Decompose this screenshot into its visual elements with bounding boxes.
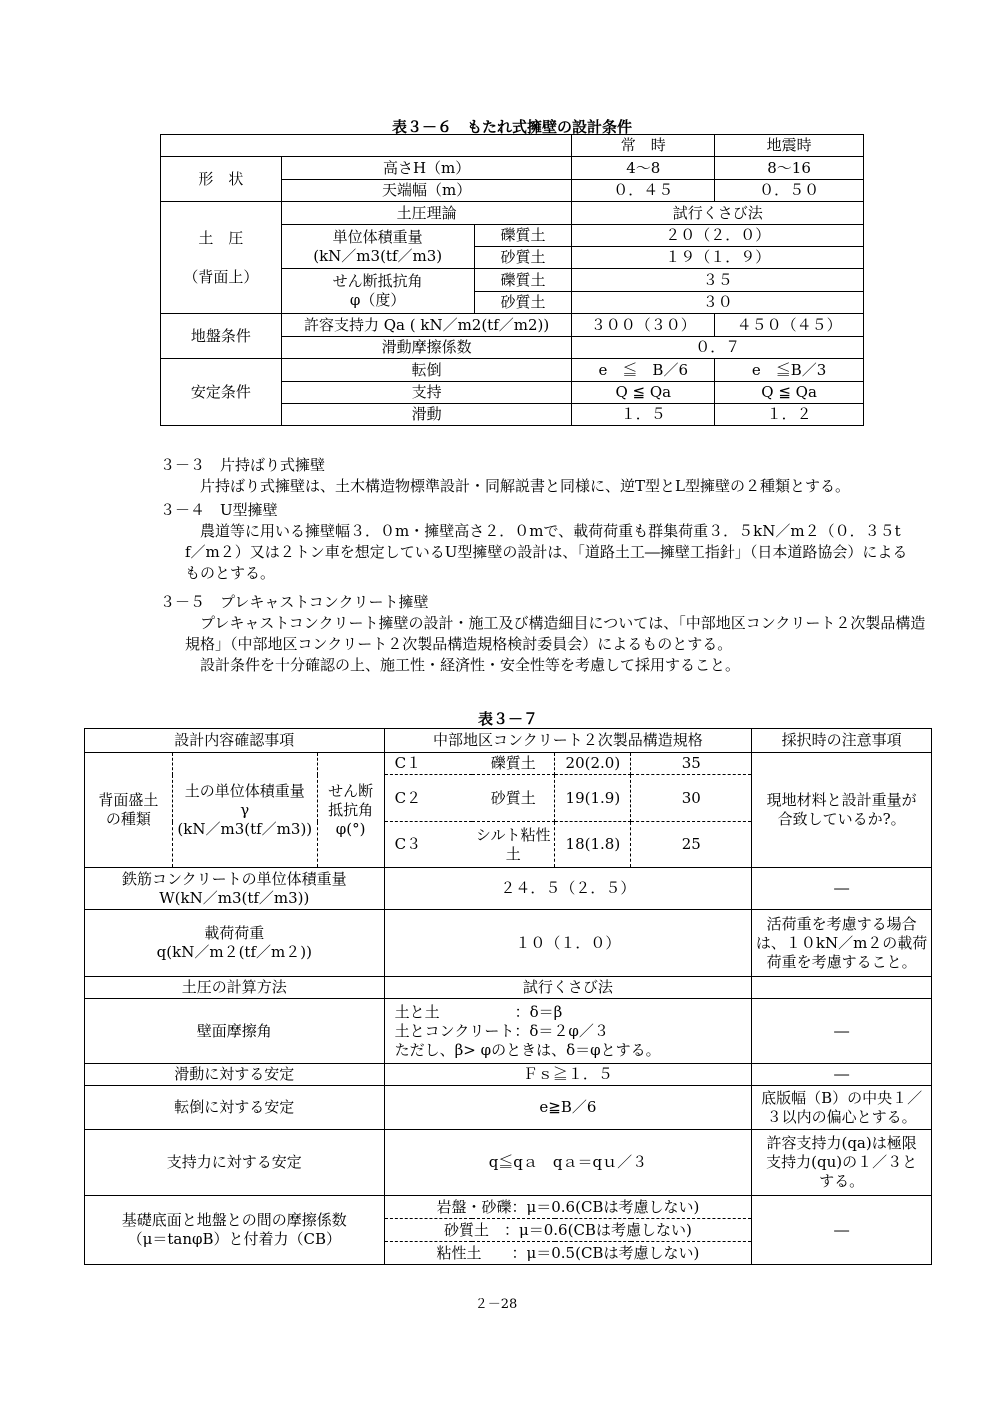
sliding-note: ― [752,1064,932,1086]
c1-weight: 20(2.0) [555,753,631,775]
group-ground: 地盤条件 [161,314,282,359]
unit-weight-label-2: (kN／m3(tf／m3) [313,246,443,265]
wall-friction-line-3: ただし、β> φのときは、δ＝φとする。 [394,1040,661,1059]
earth-method-label: 土圧の計算方法 [85,977,385,999]
slide-label: 滑動 [281,404,572,426]
load-note-3: 荷重を考慮すること。 [766,952,917,971]
earth-pressure-label: 土 圧 [198,228,244,247]
rc-weight-label [85,868,385,910]
support-normal: Q ≦ Qa [572,382,715,404]
bearing-note-2: 支持力(qu)の１／３と [766,1153,918,1171]
soil-unit-weight-2: γ [240,800,250,819]
shear-angle-label-2: φ（度） [349,291,406,309]
c3-weight: 18(1.8) [555,822,631,868]
section-3-5 [160,592,930,676]
page-number: ２－28 [474,1297,518,1312]
s34-line-2: f／m２）又は２トン車を想定しているU型擁壁の設計は、「道路土工―擁壁工指針」（日本道路協会）による [185,543,908,561]
c3-soil-1: シルト粘性 [475,825,551,844]
wall-friction-value [384,999,752,1064]
header-items: 設計内容確認事項 [85,729,385,753]
bearing-label: 支持力に対する安定 [85,1130,385,1196]
header-notes: 採択時の注意事項 [752,729,932,753]
sand-label-2: 砂質土 [474,292,572,314]
table2-caption: 表３－７ [477,710,538,728]
bearing-note [752,1130,932,1196]
overturn-label: 転倒 [281,359,572,382]
support-label: 支持 [281,382,572,404]
c1-code: C１ [384,753,472,775]
earth-method-note [752,977,932,999]
load-label-2: q(kN／m２(tf／m２)) [156,943,312,961]
s34-heading: ３－４ U型擁壁 [160,501,278,519]
load-note-2: は、１０kN／m２の載荷 [755,933,928,952]
sand-angle: ３０ [572,292,864,314]
rc-weight-label-2: W(kN／m3(tf／m3)) [159,888,310,907]
backfill-type [85,753,173,868]
rc-weight-note: ― [752,868,932,910]
friction-label: 滑動摩擦係数 [281,337,572,359]
unit-weight-label [281,225,474,269]
crest-normal: ０．４５ [572,180,715,202]
s35-heading: ３－５ プレキャストコンクリート擁壁 [160,593,429,611]
backfill-type-1: 背面盛土 [98,791,159,809]
theory-label: 土圧理論 [281,202,572,225]
s33-paragraph: 片持ばり式擁壁は、土木構造物標準設計・同解説書と同様に、逆T型とL型擁壁の２種類とする。 [200,477,850,495]
bearing-value: q≦qａ qａ＝qｕ／３ [384,1130,752,1196]
c1-soil: 礫質土 [472,753,555,775]
load-note [752,910,932,977]
overturn-quake: e ≦B／3 [715,359,864,382]
overturn-note [752,1086,932,1130]
height-quake: 8～16 [715,157,864,180]
sand-weight: １９（１．９） [572,247,864,269]
rc-weight-value: ２４．５（２．５） [384,868,752,910]
friction-value: ０．７ [572,337,864,359]
bearing-quake: ４５０（４５） [715,314,864,337]
overturn-note-1: 底版幅（B）の中央１／ [761,1088,923,1107]
group-stability: 安定条件 [161,359,282,426]
gravel-weight: ２０（２．０） [572,225,864,247]
wall-friction-line-1: 土と土 ：δ＝β [394,1002,563,1021]
soil-unit-weight-3: (kN／m3(tf／m3)) [177,819,313,838]
c2-angle: 30 [631,775,752,822]
shear-angle-label-1: せん断抵抗角 [332,272,423,290]
sand-label: 砂質土 [474,247,572,269]
c3-soil [472,822,555,868]
c3-code: C３ [384,822,472,868]
base-friction-label-1: 基礎底面と地盤との間の摩擦係数 [121,1211,347,1229]
precast-design-table [84,728,932,1265]
height-normal: 4～8 [572,157,715,180]
s33-heading: ３－３ 片持ばり式擁壁 [160,456,326,474]
support-quake: Q ≦ Qa [715,382,864,404]
header-quake: 地震時 [715,135,864,157]
gravel-angle: ３５ [572,269,864,292]
wall-friction-note: ― [752,999,932,1064]
crest-label: 天端幅（m） [281,180,572,202]
s35-line-1: プレキャストコンクリート擁壁の設計・施工及び構造細目については、「中部地区コンクリート２次製品構造 [200,614,926,632]
soil-unit-weight-1: 土の単位体積重量 [184,781,305,800]
overturn-note-2: ３以内の偏心とする。 [766,1107,917,1126]
rc-weight-label-1: 鉄筋コンクリートの単位体積重量 [121,869,347,888]
base-sand: 砂質土 ：μ＝0.6(CBは考慮しない) [384,1219,752,1242]
section-3-4 [160,500,930,584]
shear-resistance-1: せん断 [328,781,374,800]
base-friction-note: ― [752,1196,932,1265]
gravel-label: 礫質土 [474,225,572,247]
earth-pressure-sublabel: （背面上） [183,267,259,286]
unit-weight-label-1: 単位体積重量 [332,227,423,246]
base-clay: 粘性土 ：μ＝0.5(CBは考慮しない) [384,1242,752,1265]
soil-note [752,753,932,868]
overturn-value: e≧B／6 [384,1086,752,1130]
header-normal: 常 時 [572,135,715,157]
base-friction-label-2: （μ＝tanφB）と付着力（CB） [127,1230,342,1248]
s35-line-2: 規格」（中部地区コンクリート２次製品構造規格検討委員会）によるものとする。 [185,635,733,653]
gravel-label-2: 礫質土 [474,269,572,292]
shear-resistance-3: φ(°) [335,819,366,838]
bearing-normal: ３００（３０） [572,314,715,337]
c2-soil: 砂質土 [472,775,555,822]
load-label-1: 載荷荷重 [204,924,265,942]
c3-angle: 25 [631,822,752,868]
header-standard: 中部地区コンクリート２次製品構造規格 [384,729,752,753]
earth-method-value: 試行くさび法 [384,977,752,999]
s34-line-3: ものとする。 [185,564,276,582]
s34-line-1: 農道等に用いる擁壁幅３．０m・擁壁高さ２．０mで、載荷荷重も群集荷重３．５kN／m２（０．３５t [200,522,901,540]
bearing-note-3: する。 [819,1172,865,1190]
load-note-1: 活荷重を考慮する場合 [766,914,917,933]
c2-code: C２ [384,775,472,822]
wall-friction-label: 壁面摩擦角 [85,999,385,1064]
slide-normal: １．５ [572,404,715,426]
slide-quake: １．２ [715,404,864,426]
base-rock: 岩盤・砂礫：μ＝0.6(CBは考慮しない) [384,1196,752,1219]
backfill-type-2: の種類 [105,810,151,828]
sliding-value: Ｆｓ≧１．５ [384,1064,752,1086]
wall-friction-line-2: 土とコンクリート：δ＝２φ／３ [394,1021,609,1040]
theory-value: 試行くさび法 [572,202,864,225]
overturn-normal: e ≦ B／6 [572,359,715,382]
overturn-label: 転倒に対する安定 [85,1086,385,1130]
crest-quake: ０．５０ [715,180,864,202]
load-value: １０（１．０） [384,910,752,977]
bearing-note-1: 許容支持力(qa)は極限 [766,1134,917,1152]
base-friction-label [85,1196,385,1265]
soil-unit-weight [172,753,317,868]
c1-angle: 35 [631,753,752,775]
shear-resistance [317,753,384,868]
group-shape: 形 状 [161,157,282,202]
design-conditions-table [160,134,864,426]
group-earth-pressure [161,202,282,314]
s35-line-3: 設計条件を十分確認の上、施工性・経済性・安全性等を考慮して採用すること。 [200,656,741,674]
shear-angle-label [281,269,474,314]
c3-soil-2: 土 [505,844,521,863]
table1-caption: 表３－６ もたれ式擁壁の設計条件 [391,118,632,136]
height-label: 高さH（m） [281,157,572,180]
load-label [85,910,385,977]
section-3-3 [160,455,930,497]
soil-note-2: 合致しているか?。 [777,810,906,828]
sliding-label: 滑動に対する安定 [85,1064,385,1086]
c2-weight: 19(1.9) [555,775,631,822]
bearing-label: 許容支持力 Qa ( kN／m2(tf／m2)) [281,314,572,337]
soil-note-1: 現地材料と設計重量が [766,791,917,809]
shear-resistance-2: 抵抗角 [328,800,374,819]
table1-header-blank [161,135,572,157]
